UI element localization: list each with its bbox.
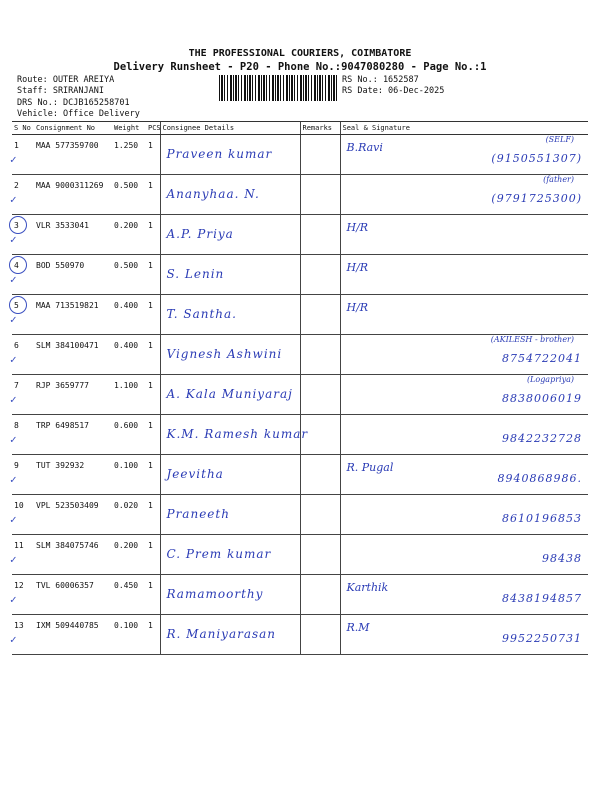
weight-cell-text: 0.500 [114,261,139,270]
consignee-cell [160,175,300,215]
signature-handwritten: R. Pugal [346,461,394,474]
weight-cell [112,415,146,455]
signature-cell [340,495,588,535]
consignment-cell-text: TRP 6498517 [36,421,89,430]
col-pcs: PCS [146,122,160,135]
weight-cell [112,175,146,215]
consignment-cell-text: IXM 509440785 [36,621,99,630]
table-row [12,455,588,495]
consignee-handwritten: Ramamoorthy [166,587,264,601]
pcs-cell [146,135,160,175]
consignment-cell-text: SLM 384100471 [36,341,99,350]
checkmark-icon: ✓ [10,553,17,566]
weight-cell [112,135,146,175]
signature-cell [340,135,588,175]
consignment-cell-text: VLR 3533041 [36,221,89,230]
pcs-cell [146,575,160,615]
company-title: THE PROFESSIONAL COURIERS, COIMBATORE [188,48,412,59]
col-seal-signature: Seal & Signature [340,122,588,135]
pcs-cell-text: 1 [148,181,153,190]
remarks-cell [300,175,340,215]
pcs-cell-text: 1 [148,341,153,350]
consignment-cell [34,375,112,415]
sno-cell [12,495,34,535]
consignment-cell [34,415,112,455]
consignment-cell [34,615,112,655]
consignee-handwritten: Praneeth [166,507,230,521]
signature-cell [340,175,588,215]
sno-cell-text: 11 [14,541,24,550]
signature-cell [340,295,588,335]
table-row [12,535,588,575]
consignment-cell [34,295,112,335]
signature-handwritten: H/R [346,261,369,274]
consignment-cell [34,535,112,575]
pcs-cell-text: 1 [148,621,153,630]
remarks-cell [300,455,340,495]
consignment-cell-text: TUT 392932 [36,461,85,470]
weight-cell [112,215,146,255]
sno-cell-text: 13 [14,621,24,630]
sno-cell-text: 10 [14,501,24,510]
phone-handwritten: (9150551307) [491,152,582,165]
pcs-cell-text: 1 [148,141,153,150]
consignment-cell-text: VPL 523503409 [36,501,99,510]
phone-handwritten: 8754722041 [502,352,582,365]
sno-cell [12,375,34,415]
weight-cell-text: 0.200 [114,541,139,550]
signature-cell [340,535,588,575]
consignee-handwritten: T. Santha. [166,307,237,321]
phone-handwritten: 9952250731 [502,632,582,645]
consignment-cell-text: MAA 713519821 [36,301,99,310]
sno-cell-text: 2 [14,181,19,190]
consignee-cell [160,495,300,535]
phone-handwritten: 9842232728 [502,432,582,445]
table-row [12,295,588,335]
pcs-cell [146,615,160,655]
sno-cell [12,335,34,375]
consignee-cell [160,575,300,615]
route-label: Route: OUTER AREIYA [17,75,115,85]
consignee-cell [160,615,300,655]
remarks-cell [300,135,340,175]
col-weight: Weight [112,122,146,135]
sno-cell [12,535,34,575]
remarks-cell [300,495,340,535]
table-row [12,375,588,415]
signature-handwritten: H/R [346,301,369,314]
remarks-cell [300,575,340,615]
pcs-cell [146,335,160,375]
consignment-cell [34,175,112,215]
col-sno: S No [12,122,34,135]
checkmark-icon: ✓ [10,193,17,206]
sno-cell-text: 12 [14,581,24,590]
consignment-cell-text: MAA 9000311269 [36,181,104,190]
col-consignment: Consignment No [34,122,112,135]
table-row [12,495,588,535]
checkmark-icon: ✓ [10,353,17,366]
sno-cell [12,175,34,215]
sno-cell-text: 5 [14,301,19,310]
consignee-cell [160,255,300,295]
pcs-cell [146,535,160,575]
consignment-cell [34,575,112,615]
weight-cell [112,535,146,575]
consignee-cell [160,295,300,335]
weight-cell [112,295,146,335]
weight-cell-text: 1.250 [114,141,139,150]
remarks-cell [300,535,340,575]
consignee-cell [160,335,300,375]
pcs-cell-text: 1 [148,381,153,390]
weight-cell-text: 0.100 [114,621,139,630]
consignment-cell-text: MAA 577359700 [36,141,99,150]
consignee-handwritten: R. Maniyarasan [166,627,277,641]
weight-cell-text: 0.020 [114,501,139,510]
table-row [12,575,588,615]
sno-cell-text: 8 [14,421,19,430]
signature-cell [340,215,588,255]
signature-cell [340,415,588,455]
weight-cell-text: 0.400 [114,341,139,350]
pcs-cell [146,175,160,215]
remarks-cell [300,415,340,455]
sno-cell [12,575,34,615]
consignment-cell [34,215,112,255]
consignee-cell [160,415,309,455]
remarks-cell [300,295,340,335]
table-row [12,415,588,455]
weight-cell [112,255,146,295]
consignee-handwritten: C. Prem kumar [166,547,272,561]
pcs-cell [146,215,160,255]
checkmark-icon: ✓ [10,593,17,606]
signature-cell [340,335,588,375]
pcs-cell [146,255,160,295]
runsheet-subtitle: Delivery Runsheet - P20 - Phone No.:9047080280 - Page No.:1 [113,61,487,73]
remarks-cell [300,255,340,295]
consignment-cell-text: RJP 3659777 [36,381,89,390]
pcs-cell-text: 1 [148,541,153,550]
checkmark-icon: ✓ [10,473,17,486]
sno-cell-text: 9 [14,461,19,470]
weight-cell-text: 0.600 [114,421,139,430]
barcode-image [219,75,337,101]
remarks-cell [300,335,340,375]
phone-handwritten: 8940868986. [497,472,582,485]
pcs-cell [146,455,160,495]
table-row [12,215,588,255]
table-row [12,255,588,295]
phone-handwritten: 8438194857 [502,592,582,605]
sno-cell-text: 6 [14,341,19,350]
consignment-cell-text: SLM 384075746 [36,541,99,550]
note-handwritten: (SELF) [545,135,574,144]
table-row [12,335,588,375]
consignee-handwritten: Ananyhaa. N. [166,187,260,201]
table-header-row [12,122,588,135]
note-handwritten: (father) [543,175,574,184]
checkmark-icon: ✓ [10,313,17,326]
consignee-handwritten: Jeevitha [166,467,224,481]
signature-handwritten: H/R [346,221,369,234]
consignee-handwritten: S. Lenin [166,267,225,281]
pcs-cell-text: 1 [148,261,153,270]
consignment-cell [34,135,112,175]
phone-handwritten: 8838006019 [502,392,582,405]
weight-cell [112,575,146,615]
remarks-cell [300,375,340,415]
pcs-cell-text: 1 [148,461,153,470]
consignment-cell [34,495,112,535]
pcs-cell-text: 1 [148,581,153,590]
weight-cell [112,375,146,415]
consignment-cell [34,255,112,295]
table-row [12,175,588,215]
weight-cell-text: 0.500 [114,181,139,190]
signature-handwritten: Karthik [346,581,389,594]
pcs-cell [146,495,160,535]
checkmark-icon: ✓ [10,233,17,246]
sno-cell [12,295,34,335]
pcs-cell-text: 1 [148,221,153,230]
consignee-handwritten: A. Kala Muniyaraj [166,387,293,401]
weight-cell [112,455,146,495]
weight-cell-text: 0.200 [114,221,139,230]
sno-cell [12,415,34,455]
checkmark-icon: ✓ [10,633,17,646]
pcs-cell-text: 1 [148,301,153,310]
phone-handwritten: (9791725300) [491,192,582,205]
sno-cell [12,215,34,255]
checkmark-icon: ✓ [10,273,17,286]
pcs-cell [146,295,160,335]
weight-cell [112,495,146,535]
consignee-cell [160,455,300,495]
rs-number: RS No.: 1652587 [342,75,419,85]
sno-cell-text: 3 [14,221,19,230]
sno-cell-text: 7 [14,381,19,390]
sno-cell [12,255,34,295]
sno-cell-text: 1 [14,141,19,150]
weight-cell-text: 0.100 [114,461,139,470]
note-handwritten: (Logapriya) [526,375,574,384]
weight-cell [112,335,146,375]
table-row [12,615,588,655]
consignee-cell [160,135,300,175]
col-remarks: Remarks [300,122,340,135]
remarks-cell [300,615,340,655]
signature-handwritten: R.M [346,621,370,634]
col-consignee-details: Consignee Details [160,122,300,135]
weight-cell [112,615,146,655]
consignment-cell-text: TVL 60006357 [36,581,94,590]
phone-handwritten: 98438 [542,552,582,565]
sno-cell [12,135,34,175]
pcs-cell [146,415,160,455]
consignment-cell [34,335,112,375]
pcs-cell-text: 1 [148,501,153,510]
pcs-cell-text: 1 [148,421,153,430]
staff-label: Staff: SRIRANJANI [17,86,104,96]
signature-cell [340,455,588,495]
consignment-cell [34,455,112,495]
sno-cell-text: 4 [14,261,19,270]
checkmark-icon: ✓ [10,513,17,526]
consignee-cell [160,375,300,415]
drs-number: DRS No.: DCJB165258701 [17,98,130,108]
consignee-handwritten: Praveen kumar [166,147,273,161]
note-handwritten: (AKILESH - brother) [490,335,574,344]
signature-cell [340,255,588,295]
signature-cell [340,615,588,655]
consignment-cell-text: BOD 550970 [36,261,85,270]
table-row [12,135,588,175]
checkmark-icon: ✓ [10,153,17,166]
rs-date: RS Date: 06-Dec-2025 [342,86,445,96]
vehicle-label: Vehicle: Office Delivery [17,109,140,119]
remarks-cell [300,215,340,255]
weight-cell-text: 0.450 [114,581,139,590]
consignee-cell [160,215,300,255]
sno-cell [12,615,34,655]
checkmark-icon: ✓ [10,393,17,406]
consignee-handwritten: K.M. Ramesh kumar [166,427,309,441]
weight-cell-text: 0.400 [114,301,139,310]
signature-cell [340,575,588,615]
weight-cell-text: 1.100 [114,381,139,390]
pcs-cell [146,375,160,415]
phone-handwritten: 8610196853 [502,512,582,525]
checkmark-icon: ✓ [10,433,17,446]
consignee-cell [160,535,300,575]
delivery-table [12,121,588,655]
consignee-handwritten: A.P. Priya [166,227,234,241]
signature-handwritten: B.Ravi [346,141,383,154]
sno-cell [12,455,34,495]
signature-cell [340,375,588,415]
consignee-handwritten: Vignesh Ashwini [166,347,283,361]
